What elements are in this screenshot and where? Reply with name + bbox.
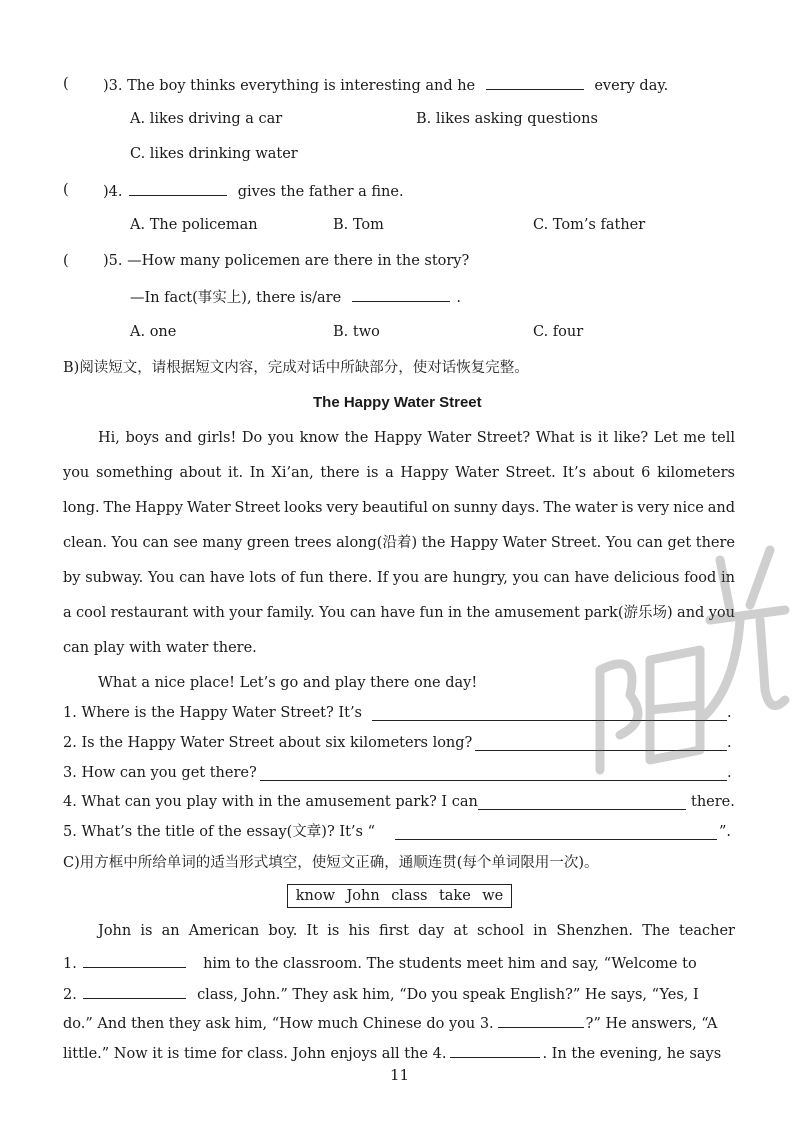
q4-answer-blank[interactable] bbox=[129, 180, 227, 196]
q3-paren: ( bbox=[63, 76, 69, 92]
word-bank-word: class bbox=[391, 888, 428, 904]
q5-line bbox=[103, 251, 469, 271]
q5-stem-2-end: . bbox=[456, 290, 461, 306]
b-question-3-end: . bbox=[727, 765, 732, 781]
word-bank-word: know bbox=[295, 888, 336, 904]
passage-line-6 bbox=[63, 603, 735, 623]
q4-line bbox=[103, 180, 404, 202]
passage-line-5 bbox=[63, 568, 735, 588]
c-passage-text: class, John.” They ask him, “Do you speak English?” He says, “Yes, I bbox=[197, 987, 699, 1003]
b-question-1-end: . bbox=[727, 705, 732, 721]
q4-stem: gives the father a fine. bbox=[237, 184, 404, 200]
c-passage-text: ?” He answers, “A bbox=[585, 1016, 718, 1032]
c-blank-number: 2. bbox=[63, 987, 77, 1003]
b-question-2: 2. Is the Happy Water Street about six kilometers long? bbox=[63, 735, 473, 751]
passage-line-4 bbox=[63, 533, 735, 553]
b-answer-blank-4[interactable] bbox=[478, 794, 686, 810]
q5-option-c: C. four bbox=[533, 324, 584, 340]
c-answer-blank-1[interactable] bbox=[83, 952, 186, 968]
b-question-1: 1. Where is the Happy Water Street? It’s bbox=[63, 705, 362, 721]
b-answer-blank-5[interactable] bbox=[395, 824, 717, 840]
b-answer-blank-1[interactable] bbox=[372, 705, 727, 721]
b-question-4: 4. What can you play with in the amusement park? I can bbox=[63, 794, 478, 810]
b-answer-blank-2[interactable] bbox=[475, 735, 727, 751]
q3-option-a: A. likes driving a car bbox=[130, 111, 283, 127]
c-passage-line-5 bbox=[63, 1042, 721, 1064]
passage-line-8: What a nice place! Let’s go and play there one day! bbox=[98, 675, 478, 691]
passage-title: The Happy Water Street bbox=[313, 394, 482, 411]
c-answer-blank-2[interactable] bbox=[83, 983, 186, 999]
b-question-2-end: . bbox=[727, 735, 732, 751]
q5-number: )5. bbox=[103, 253, 123, 269]
passage-line-3 bbox=[63, 498, 735, 518]
c-passage-text: him to the classroom. The students meet him and say, “Welcome to bbox=[203, 956, 697, 972]
q4-option-c: C. Tom’s father bbox=[533, 217, 646, 233]
passage-text: clean. You can see many green trees along(沿着) the Happy Water Street. You can get there bbox=[63, 535, 735, 551]
q5-option-b: B. two bbox=[333, 324, 380, 340]
page-number: 11 bbox=[390, 1066, 410, 1084]
q5-answer-blank[interactable] bbox=[352, 286, 450, 302]
c-blank-number: 1. bbox=[63, 956, 77, 972]
passage-line-1 bbox=[98, 428, 735, 448]
c-passage-line-1 bbox=[98, 921, 735, 941]
word-bank-word: we bbox=[482, 888, 504, 904]
b-question-5-end: ”. bbox=[719, 824, 732, 840]
passage-text: by subway. You can have lots of fun there. If you are hungry, you can have delicious food in bbox=[63, 570, 735, 586]
q5-line-2 bbox=[130, 286, 461, 308]
word-bank-word: take bbox=[438, 888, 471, 904]
c-passage-text: . In the evening, he says bbox=[542, 1046, 722, 1062]
q4-paren: ( bbox=[63, 182, 69, 198]
b-question-5: 5. What’s the title of the essay(文章)? It’s “ bbox=[63, 824, 375, 840]
c-answer-blank-3[interactable] bbox=[498, 1012, 584, 1028]
watermark-text: 阳光 bbox=[570, 520, 572, 521]
passage-text: you something about it. In Xi’an, there is a Happy Water Street. It’s about 6 kilometers bbox=[63, 465, 735, 481]
q3-line bbox=[103, 74, 668, 96]
word-bank-word: John bbox=[346, 888, 380, 904]
c-answer-blank-4[interactable] bbox=[450, 1042, 540, 1058]
word-bank-box bbox=[287, 884, 512, 908]
q3-number: )3. bbox=[103, 78, 123, 94]
q4-option-b: B. Tom bbox=[333, 217, 384, 233]
section-c-instruction: C)用方框中所给单词的适当形式填空，使短文正确，通顺连贯(每个单词限用一次)。 bbox=[63, 855, 599, 871]
q3-option-c: C. likes drinking water bbox=[130, 146, 298, 162]
c-passage-text: do.” And then they ask him, “How much Chinese do you 3. bbox=[63, 1016, 494, 1032]
q3-stem-end: every day. bbox=[594, 78, 669, 94]
passage-text: a cool restaurant with your family. You can have fun in the amusement park(游乐场) and you bbox=[63, 605, 735, 621]
c-passage-text: little.” Now it is time for class. John enjoys all the 4. bbox=[63, 1046, 447, 1062]
c-passage-line-2 bbox=[63, 952, 697, 974]
section-b-instruction: B)阅读短文，请根据短文内容，完成对话中所缺部分，使对话恢复完整。 bbox=[63, 360, 529, 376]
q3-answer-blank[interactable] bbox=[486, 74, 584, 90]
passage-text: long. The Happy Water Street looks very beautiful on sunny days. The water is very nice and bbox=[63, 500, 735, 516]
c-passage-line-3 bbox=[63, 983, 699, 1005]
b-answer-blank-3[interactable] bbox=[260, 765, 727, 781]
b-question-3: 3. How can you get there? bbox=[63, 765, 257, 781]
c-passage-text: John is an American boy. It is his first day at school in Shenzhen. The teacher bbox=[98, 923, 735, 939]
q4-number: )4. bbox=[103, 184, 123, 200]
q5-paren: ( bbox=[63, 253, 69, 269]
q4-option-a: A. The policeman bbox=[130, 217, 258, 233]
q3-option-b: B. likes asking questions bbox=[416, 111, 598, 127]
q5-stem: —How many policemen are there in the story? bbox=[127, 253, 470, 269]
q5-stem-2: —In fact(事实上), there is/are bbox=[130, 290, 342, 306]
passage-line-2 bbox=[63, 463, 735, 483]
q3-stem: The boy thinks everything is interesting and he bbox=[127, 78, 476, 94]
c-passage-line-4 bbox=[63, 1012, 717, 1034]
q5-option-a: A. one bbox=[130, 324, 177, 340]
passage-line-7: can play with water there. bbox=[63, 640, 257, 656]
b-question-4-end: there. bbox=[691, 794, 735, 810]
passage-text: Hi, boys and girls! Do you know the Happy Water Street? What is it like? Let me tell bbox=[98, 430, 735, 446]
